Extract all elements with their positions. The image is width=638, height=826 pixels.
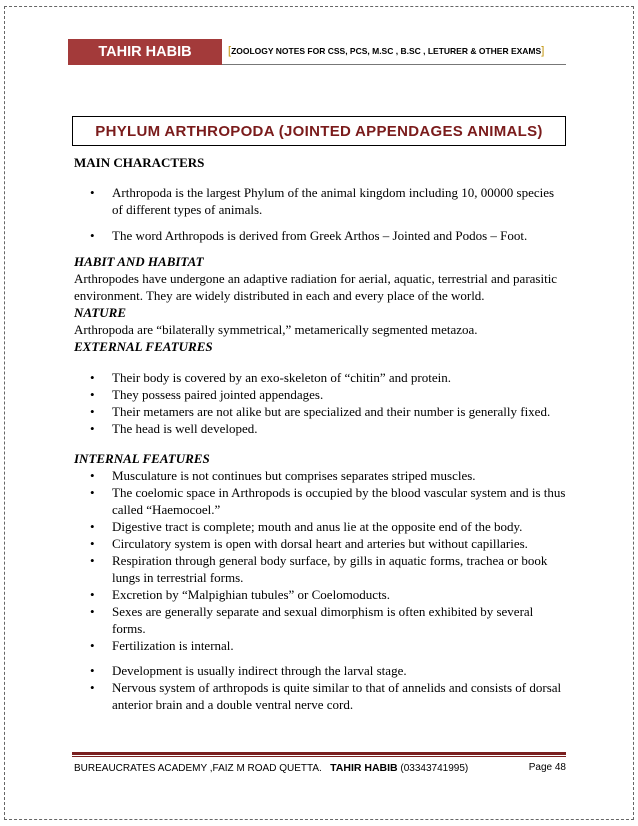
list-item: • Their metamers are not alike but are specialized and their number is generally fixed.: [90, 404, 551, 419]
footer-rule: [72, 752, 566, 755]
header-author: TAHIR HABIB: [68, 39, 222, 65]
page-title: PHYLUM ARTHROPODA (JOINTED APPENDAGES ANIMALS): [72, 116, 566, 146]
content: [74, 154, 568, 713]
footer-phone: (03343741995): [400, 763, 469, 774]
footer-page-number: Page 48: [528, 762, 566, 773]
list-item: • The word Arthropods is derived from Greek Arthos – Jointed and Podos – Foot.: [90, 228, 528, 243]
external-list: [74, 369, 568, 437]
list-item: • Digestive tract is complete; mouth and anus lie at the opposite end of the body.: [90, 519, 523, 534]
list-item: • The coelomic space in Arthropods is occupied by the blood vascular system and is thus called “Haemocoel.”: [90, 485, 566, 517]
header-bracket-open: [: [228, 45, 232, 57]
footer-academy: BUREAUCRATES ACADEMY ,FAIZ M ROAD QUETTA.: [74, 763, 322, 774]
header-rule: [222, 64, 566, 65]
external-heading: EXTERNAL FEATURES: [74, 339, 213, 354]
footer: [74, 762, 566, 774]
list-item: • Excretion by “Malpighian tubules” or Coelomoducts.: [90, 587, 390, 602]
list-item: • Their body is covered by an exo-skeleton of “chitin” and protein.: [90, 370, 451, 385]
list-item: • Development is usually indirect through the larval stage.: [90, 663, 407, 678]
internal-list: [74, 467, 568, 713]
header-subtitle: [228, 45, 544, 57]
list-item: • Sexes are generally separate and sexual dimorphism is often exhibited by several forms.: [90, 604, 534, 636]
list-item: • Respiration through general body surface, by gills in aquatic forms, trachea or book lungs in terrestrial forms.: [90, 553, 548, 585]
header-subtitle-text: ZOOLOGY NOTES FOR CSS, PCS, M.SC , B.SC , LETURER & OTHER EXAMS: [231, 46, 542, 56]
internal-heading: INTERNAL FEATURES: [74, 451, 210, 466]
nature-text: Arthropoda are “bilaterally symmetrical,” metamerically segmented metazoa.: [74, 322, 478, 337]
nature-heading: NATURE: [74, 305, 127, 320]
main-characters-list: [74, 184, 568, 244]
list-item: • They possess paired jointed appendages.: [90, 387, 324, 402]
list-item: • The head is well developed.: [90, 421, 258, 436]
habit-heading: HABIT AND HABITAT: [74, 254, 204, 269]
header-bracket-close: ]: [541, 45, 545, 57]
list-item: • Arthropoda is the largest Phylum of the animal kingdom including 10, 00000 species of different types of animals.: [90, 185, 555, 217]
list-item: • Musculature is not continues but comprises separates striped muscles.: [90, 468, 476, 483]
list-item: • Nervous system of arthropods is quite similar to that of annelids and consists of dorsal anterior brain and a double ventral nerve cord.: [90, 680, 562, 712]
footer-name: TAHIR HABIB: [330, 762, 398, 774]
list-item: • Fertilization is internal.: [90, 638, 234, 653]
list-item: • Circulatory system is open with dorsal heart and arteries but without capillaries.: [90, 536, 528, 551]
main-characters-heading: MAIN CHARACTERS: [74, 155, 205, 170]
habit-text: Arthropodes have undergone an adaptive radiation for aerial, aquatic, terrestrial and parasitic environment. They are widely distributed in each and every place of the world.: [74, 271, 558, 303]
footer-rule-thin: [72, 756, 566, 757]
